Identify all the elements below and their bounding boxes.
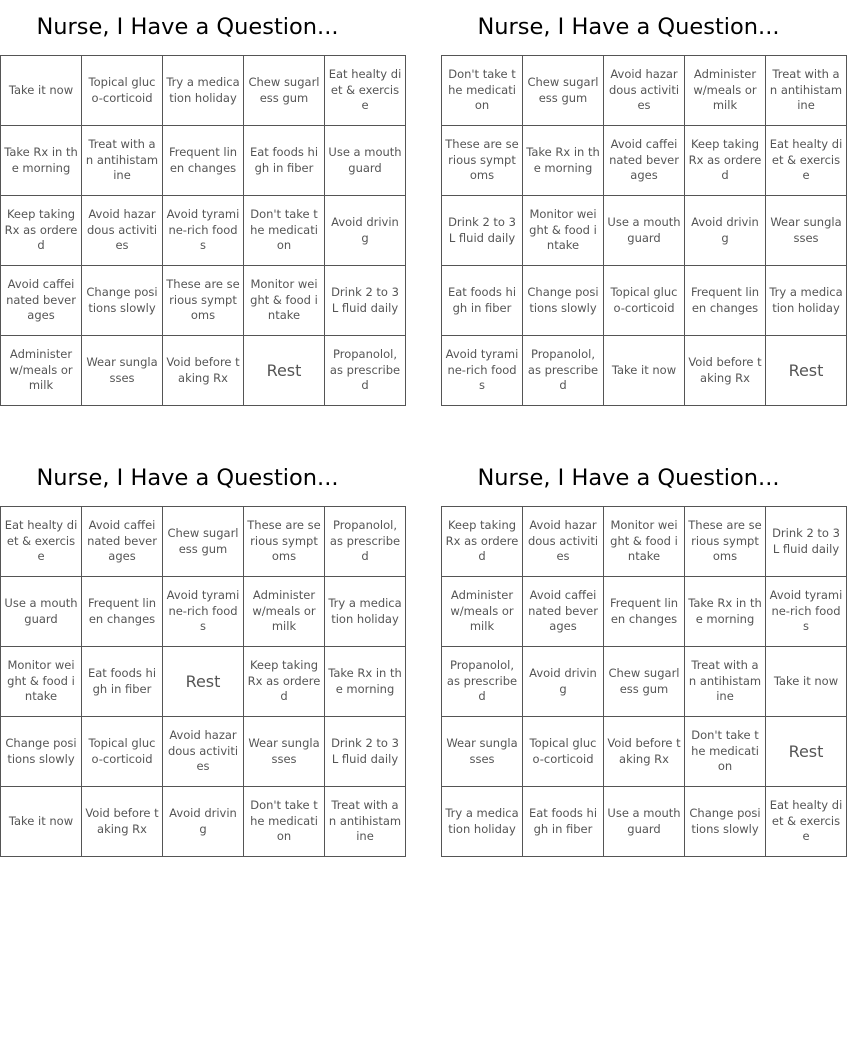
grid-row: [442, 647, 847, 717]
grid-row: [442, 266, 847, 336]
bingo-cell[interactable]: Use a mouth guard: [325, 126, 406, 196]
bingo-cell[interactable]: Eat foods high in fiber: [442, 266, 523, 336]
bingo-cell[interactable]: Frequent linen changes: [685, 266, 766, 336]
bingo-card-1: [0, 0, 402, 406]
grid-row: [442, 787, 847, 857]
bingo-cell[interactable]: These are serious symptoms: [442, 126, 523, 196]
bingo-cell[interactable]: Avoid tyramine-rich foods: [163, 577, 244, 647]
bingo-grid: [441, 506, 847, 857]
bingo-cell[interactable]: Topical gluco-corticoid: [523, 717, 604, 787]
bingo-cell[interactable]: These are serious symptoms: [163, 266, 244, 336]
bingo-cell[interactable]: Frequent linen changes: [82, 577, 163, 647]
bingo-cell[interactable]: Avoid tyramine-rich foods: [766, 577, 847, 647]
bingo-cell[interactable]: Chew sugarless gum: [523, 56, 604, 126]
bingo-cell[interactable]: Frequent linen changes: [163, 126, 244, 196]
bingo-cell[interactable]: Don't take the medication: [244, 787, 325, 857]
grid-row: [1, 266, 406, 336]
bingo-cell[interactable]: Propanolol, as prescribed: [442, 647, 523, 717]
grid-row: [442, 336, 847, 406]
bingo-cell[interactable]: Keep taking Rx as ordered: [442, 507, 523, 577]
bingo-cell[interactable]: Monitor weight & food intake: [1, 647, 82, 717]
bingo-cell[interactable]: Administer w/meals or milk: [1, 336, 82, 406]
free-space-cell[interactable]: Rest: [244, 336, 325, 406]
bingo-grid: [0, 55, 406, 406]
grid-row: [442, 507, 847, 577]
bingo-cell[interactable]: These are serious symptoms: [244, 507, 325, 577]
bingo-cell[interactable]: Take it now: [1, 56, 82, 126]
grid-row: [1, 787, 406, 857]
bingo-cell[interactable]: Try a medication holiday: [163, 56, 244, 126]
card-title: Nurse, I Have a Question...: [477, 465, 780, 491]
bingo-cell[interactable]: Eat foods high in fiber: [244, 126, 325, 196]
bingo-cell[interactable]: Propanolol, as prescribed: [325, 336, 406, 406]
bingo-cell[interactable]: Void before taking Rx: [604, 717, 685, 787]
bingo-cell[interactable]: Avoid driving: [685, 196, 766, 266]
bingo-cell[interactable]: Eat foods high in fiber: [82, 647, 163, 717]
bingo-card-3: [0, 451, 402, 857]
free-space-cell[interactable]: Rest: [766, 717, 847, 787]
card-title: Nurse, I Have a Question...: [36, 465, 339, 491]
bingo-cell[interactable]: Avoid caffeinated beverages: [1, 266, 82, 336]
bingo-cell[interactable]: Change positions slowly: [1, 717, 82, 787]
grid-row: [1, 126, 406, 196]
bingo-cell[interactable]: Avoid tyramine-rich foods: [442, 336, 523, 406]
free-space-cell[interactable]: Rest: [766, 336, 847, 406]
bingo-cell[interactable]: Void before taking Rx: [685, 336, 766, 406]
bingo-cell[interactable]: Topical gluco-corticoid: [82, 717, 163, 787]
bingo-cell[interactable]: Avoid driving: [163, 787, 244, 857]
bingo-cell[interactable]: Monitor weight & food intake: [604, 507, 685, 577]
bingo-cell[interactable]: Don't take the medication: [244, 196, 325, 266]
card-title: Nurse, I Have a Question...: [36, 14, 339, 40]
bingo-cell[interactable]: Avoid hazardous activities: [604, 56, 685, 126]
bingo-cell[interactable]: Administer w/meals or milk: [442, 577, 523, 647]
bingo-cell[interactable]: Take Rx in the morning: [523, 126, 604, 196]
bingo-cell[interactable]: Treat with an antihistamine: [325, 787, 406, 857]
bingo-cell[interactable]: Try a medication holiday: [766, 266, 847, 336]
bingo-cell[interactable]: Drink 2 to 3 L fluid daily: [325, 717, 406, 787]
bingo-cell[interactable]: Topical gluco-corticoid: [604, 266, 685, 336]
grid-row: [442, 196, 847, 266]
bingo-cell[interactable]: Avoid caffeinated beverages: [82, 507, 163, 577]
bingo-cell[interactable]: Monitor weight & food intake: [523, 196, 604, 266]
bingo-cell[interactable]: Use a mouth guard: [604, 196, 685, 266]
bingo-cell[interactable]: Eat healty diet & exercise: [766, 126, 847, 196]
bingo-cell[interactable]: Try a medication holiday: [442, 787, 523, 857]
bingo-cell[interactable]: Keep taking Rx as ordered: [685, 126, 766, 196]
bingo-cell[interactable]: Take Rx in the morning: [1, 126, 82, 196]
bingo-cell[interactable]: Use a mouth guard: [604, 787, 685, 857]
grid-row: [1, 56, 406, 126]
bingo-cell[interactable]: Take it now: [1, 787, 82, 857]
bingo-cell[interactable]: Keep taking Rx as ordered: [1, 196, 82, 266]
bingo-cell[interactable]: Don't take the medication: [442, 56, 523, 126]
bingo-cell[interactable]: Void before taking Rx: [163, 336, 244, 406]
grid-row: [442, 577, 847, 647]
grid-row: [442, 717, 847, 787]
bingo-cell[interactable]: Drink 2 to 3 L fluid daily: [325, 266, 406, 336]
bingo-cell[interactable]: Eat healty diet & exercise: [766, 787, 847, 857]
bingo-cell[interactable]: Try a medication holiday: [325, 577, 406, 647]
bingo-cell[interactable]: Topical gluco-corticoid: [82, 56, 163, 126]
bingo-cell[interactable]: Avoid driving: [325, 196, 406, 266]
bingo-cell[interactable]: Take Rx in the morning: [325, 647, 406, 717]
bingo-cell[interactable]: Change positions slowly: [523, 266, 604, 336]
bingo-cell[interactable]: Eat healty diet & exercise: [325, 56, 406, 126]
bingo-cell[interactable]: Wear sunglasses: [442, 717, 523, 787]
bingo-cell[interactable]: Drink 2 to 3 L fluid daily: [442, 196, 523, 266]
bingo-cell[interactable]: Void before taking Rx: [82, 787, 163, 857]
bingo-card-4: [441, 451, 843, 857]
grid-row: [1, 647, 406, 717]
bingo-cell[interactable]: Avoid tyramine-rich foods: [163, 196, 244, 266]
bingo-cell[interactable]: Wear sunglasses: [766, 196, 847, 266]
card-title: Nurse, I Have a Question...: [477, 14, 780, 40]
free-space-cell[interactable]: Rest: [163, 647, 244, 717]
bingo-cell[interactable]: Keep taking Rx as ordered: [244, 647, 325, 717]
bingo-cell[interactable]: Avoid hazardous activities: [523, 507, 604, 577]
bingo-cell[interactable]: Change positions slowly: [82, 266, 163, 336]
bingo-cell[interactable]: Eat foods high in fiber: [523, 787, 604, 857]
bingo-cell[interactable]: Take it now: [766, 647, 847, 717]
bingo-cell[interactable]: Wear sunglasses: [244, 717, 325, 787]
bingo-cell[interactable]: Propanolol, as prescribed: [325, 507, 406, 577]
bingo-cell[interactable]: Chew sugarless gum: [163, 507, 244, 577]
bingo-card-2: [441, 0, 843, 406]
bingo-cell[interactable]: Change positions slowly: [685, 787, 766, 857]
grid-row: [1, 336, 406, 406]
bingo-cell[interactable]: Avoid caffeinated beverages: [523, 577, 604, 647]
grid-row: [442, 126, 847, 196]
bingo-cell[interactable]: Take it now: [604, 336, 685, 406]
bingo-cell[interactable]: Chew sugarless gum: [604, 647, 685, 717]
bingo-cell[interactable]: Avoid hazardous activities: [82, 196, 163, 266]
bingo-cell[interactable]: Frequent linen changes: [604, 577, 685, 647]
bingo-cell[interactable]: Don't take the medication: [685, 717, 766, 787]
grid-row: [1, 507, 406, 577]
bingo-cell[interactable]: Eat healty diet & exercise: [1, 507, 82, 577]
bingo-grid: [0, 506, 406, 857]
bingo-cell[interactable]: Avoid caffeinated beverages: [604, 126, 685, 196]
bingo-cell[interactable]: Administer w/meals or milk: [244, 577, 325, 647]
bingo-cell[interactable]: Wear sunglasses: [82, 336, 163, 406]
bingo-grid: [441, 55, 847, 406]
grid-row: [1, 196, 406, 266]
bingo-cell[interactable]: Chew sugarless gum: [244, 56, 325, 126]
bingo-cell[interactable]: Monitor weight & food intake: [244, 266, 325, 336]
bingo-cell[interactable]: Propanolol, as prescribed: [523, 336, 604, 406]
bingo-cell[interactable]: Treat with an antihistamine: [766, 56, 847, 126]
bingo-cell[interactable]: Treat with an antihistamine: [82, 126, 163, 196]
bingo-cell[interactable]: Treat with an antihistamine: [685, 647, 766, 717]
bingo-cell[interactable]: Administer w/meals or milk: [685, 56, 766, 126]
bingo-cell[interactable]: Take Rx in the morning: [685, 577, 766, 647]
bingo-cell[interactable]: Avoid hazardous activities: [163, 717, 244, 787]
grid-row: [1, 577, 406, 647]
bingo-cell[interactable]: Avoid driving: [523, 647, 604, 717]
bingo-cell[interactable]: These are serious symptoms: [685, 507, 766, 577]
bingo-cell[interactable]: Use a mouth guard: [1, 577, 82, 647]
bingo-cell[interactable]: Drink 2 to 3 L fluid daily: [766, 507, 847, 577]
grid-row: [442, 56, 847, 126]
grid-row: [1, 717, 406, 787]
